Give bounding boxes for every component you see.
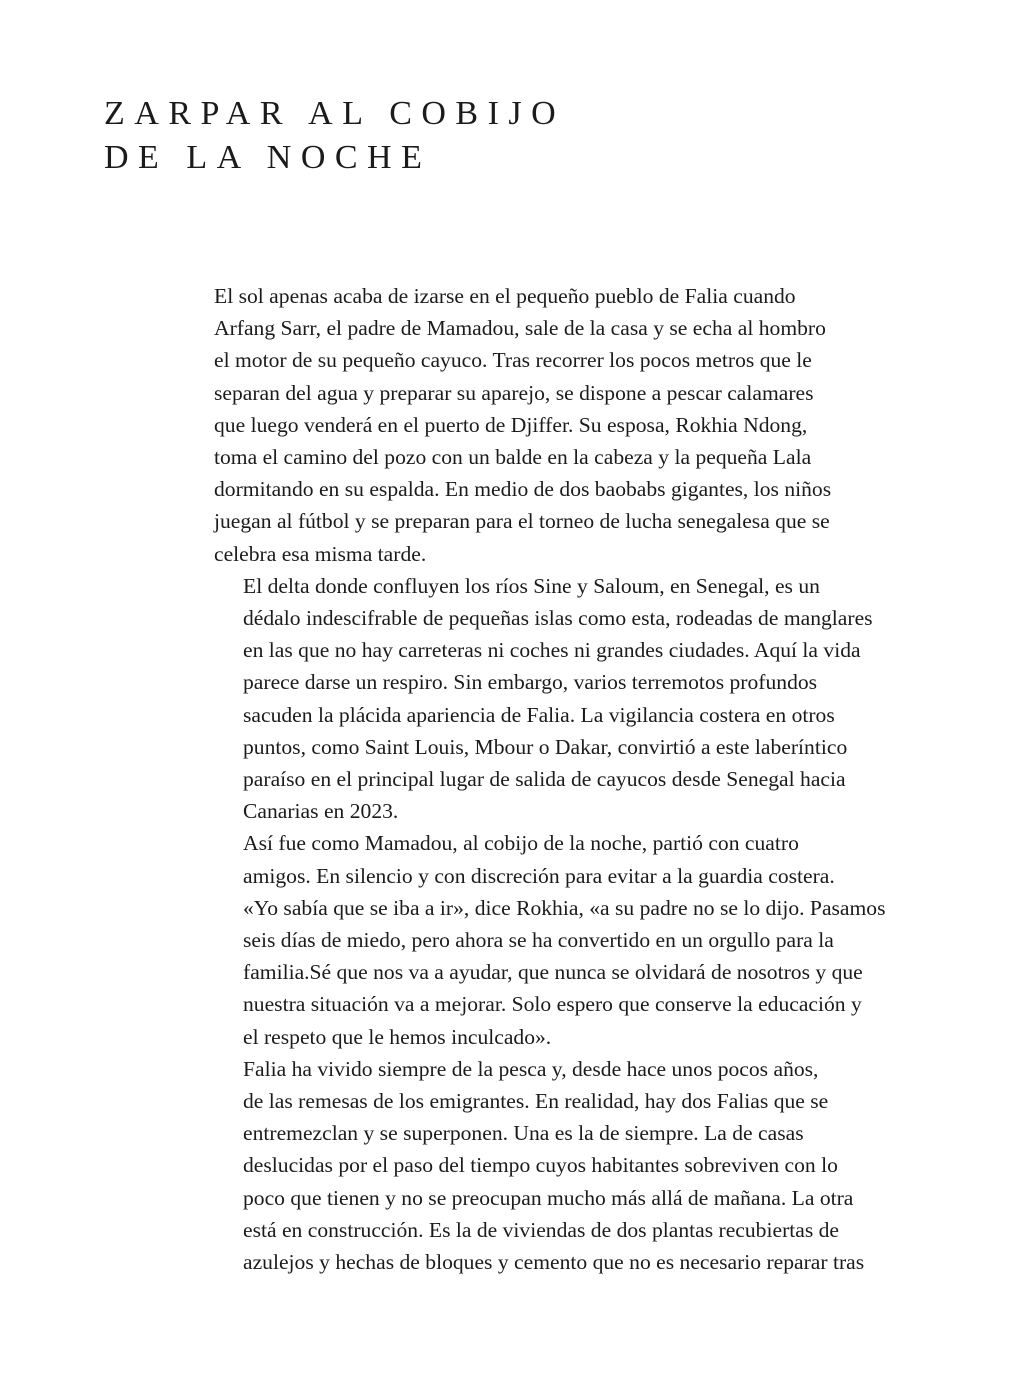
text-line: juegan al fútbol y se preparan para el torneo de lucha senegalesa que se	[214, 509, 830, 534]
text-line: poco que tienen y no se preocupan mucho más allá de mañana. La otra	[243, 1185, 854, 1210]
text-line: amigos. En silencio y con discreción para evitar a la guardia costera.	[243, 863, 835, 888]
text-line: seis días de miedo, pero ahora se ha convertido en un orgullo para la	[243, 928, 834, 953]
text-line: Arfang Sarr, el padre de Mamadou, sale de la casa y se echa al hombro	[214, 316, 826, 341]
text-line: entremezclan y se superponen. Una es la de siempre. La de casas	[243, 1121, 804, 1146]
text-line: Así fue como Mamadou, al cobijo de la noche, partió con cuatro	[243, 831, 799, 856]
chapter-title	[104, 92, 904, 180]
text-line: dédalo indescifrable de pequeñas islas como esta, rodeadas de manglares	[243, 606, 873, 631]
text-line: separan del agua y preparar su aparejo, se dispone a pescar calamares	[214, 380, 814, 405]
chapter-title-line: DE LA NOCHE	[104, 139, 432, 176]
text-line: El delta donde confluyen los ríos Sine y Saloum, en Senegal, es un	[243, 573, 820, 598]
text-line: de las remesas de los emigrantes. En realidad, hay dos Falias que se	[243, 1089, 829, 1114]
text-line: nuestra situación va a mejorar. Solo espero que conserve la educación y	[243, 992, 862, 1017]
text-line: el motor de su pequeño cayuco. Tras recorrer los pocos metros que le	[214, 348, 812, 373]
text-line: El sol apenas acaba de izarse en el pequeño pueblo de Falia cuando	[214, 284, 796, 308]
text-line: puntos, como Saint Louis, Mbour o Dakar, convirtió a este laberíntico	[243, 734, 848, 759]
text-line: paraíso en el principal lugar de salida de cayucos desde Senegal hacia	[243, 767, 846, 792]
text-line: dormitando en su espalda. En medio de dos baobabs gigantes, los niños	[214, 477, 832, 502]
paragraph	[214, 827, 954, 1052]
text-line: está en construcción. Es la de viviendas de dos plantas recubiertas de	[243, 1217, 840, 1242]
text-line: parece darse un respiro. Sin embargo, varios terremotos profundos	[243, 670, 818, 695]
text-line: azulejos y hechas de bloques y cemento que no es necesario reparar tras	[243, 1250, 865, 1275]
text-line: familia.Sé que nos va a ayudar, que nunca se olvidará de nosotros y que	[243, 960, 863, 985]
body-text	[214, 280, 954, 1278]
text-line: toma el camino del pozo con un balde en la cabeza y la pequeña Lala	[214, 445, 812, 470]
text-line: que luego venderá en el puerto de Djiffer. Su esposa, Rokhia Ndong,	[214, 412, 808, 437]
text-line: celebra esa misma tarde.	[214, 541, 427, 566]
text-line: sacuden la plácida apariencia de Falia. La vigilancia costera en otros	[243, 702, 835, 727]
text-line: en las que no hay carreteras ni coches ni grandes ciudades. Aquí la vida	[243, 638, 861, 663]
text-line: Falia ha vivido siempre de la pesca y, desde hace unos pocos años,	[243, 1056, 819, 1081]
chapter-title-line: ZARPAR AL COBIJO	[104, 95, 566, 132]
text-line: Canarias en 2023.	[243, 799, 399, 824]
paragraph	[214, 1053, 954, 1278]
text-line: «Yo sabía que se iba a ir», dice Rokhia, «a su padre no se lo dijo. Pasamos	[243, 895, 886, 920]
text-line: deslucidas por el paso del tiempo cuyos habitantes sobreviven con lo	[243, 1153, 838, 1178]
paragraph	[214, 280, 954, 570]
text-line: el respeto que le hemos inculcado».	[243, 1024, 552, 1049]
paragraph	[214, 570, 954, 828]
